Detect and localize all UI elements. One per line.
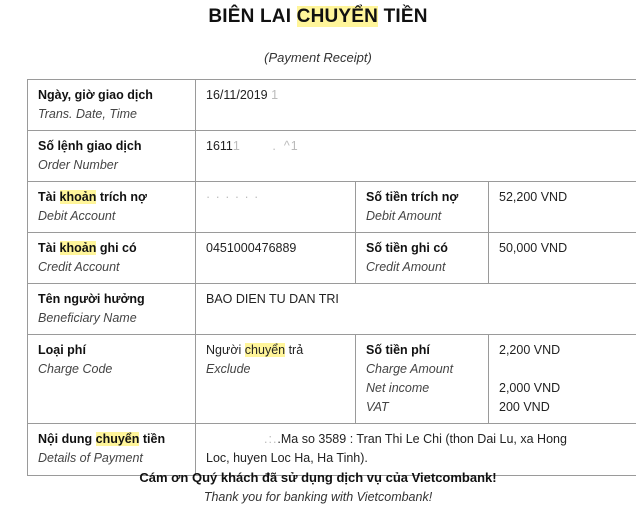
title-part: BIÊN LAI [208,6,297,27]
label-cell [28,233,196,284]
label-en: Beneficiary Name [38,311,137,325]
receipt-table [27,79,636,476]
credit-amount-value: 50,000 VND [489,233,636,284]
label-en: Order Number [38,158,118,172]
details-value [196,424,636,476]
thank-you-en: Thank you for banking with Vietcombank! [203,490,433,504]
label-highlight: khoản [59,241,97,255]
label-vn: Số lệnh giao dịch [38,139,142,153]
label-part: ghi có [96,241,137,255]
label-cell [28,284,196,335]
details-line: Loc, huyen Loc Ha, Ha Tinh). [206,451,368,465]
row-beneficiary [28,284,636,335]
redacted-text: 1 [271,88,280,102]
value-cell [196,131,636,182]
title-highlight: CHUYỂN [296,6,379,27]
details-text: .Ma so 3589 : Tran Thi Le Chi (thon Dai Lu, xa Hong [277,432,567,446]
label-part: tiền [139,432,166,446]
debit-amount-value: 52,200 VND [489,182,636,233]
row-details [28,424,636,476]
charge-code-value [206,341,345,360]
label-part: Nội dung [38,432,96,446]
label-cell [356,233,489,284]
label-vn [38,430,185,449]
thank-you-vn: Cám ơn Quý khách đã sử dụng dịch vụ của Vietcombank! [139,470,497,485]
label-cell [28,182,196,233]
value-cell [196,335,356,424]
net-income-value: 2,000 VND [499,381,561,395]
label-cell [28,131,196,182]
label-vn: Số tiền phí [366,343,430,357]
label-en: Credit Amount [366,260,446,274]
order-number-value: 1611 [206,139,233,153]
label-en: Debit Amount [366,209,442,223]
value-part: Người [206,343,245,357]
label-part: Tài [38,190,60,204]
label-part: Tài [38,241,60,255]
redacted-text: .:. [264,432,278,446]
trans-date-value: 16/11/2019 [206,88,272,102]
label-en: Charge Code [38,362,113,376]
row-charge [28,335,636,424]
title-part: TIỀN [378,6,428,27]
details-line [206,430,627,449]
value-highlight: chuyển [244,343,286,357]
receipt-subtitle: (Payment Receipt) [264,50,372,65]
net-income-label: Net income [366,381,430,395]
vat-label: VAT [366,400,389,414]
label-en: Trans. Date, Time [38,107,137,121]
redacted-text: · · · · · · [206,190,260,204]
label-en: Debit Account [38,209,116,223]
label-part: trích nợ [96,190,147,204]
label-cell [28,80,196,131]
row-order [28,131,636,182]
label-highlight: khoản [59,190,97,204]
redacted-text: 1 . ^1 [232,139,299,153]
spacer [499,360,627,379]
value-cell [489,335,636,424]
label-vn: Tên người hưởng [38,292,145,306]
label-vn: Số tiền trích nợ [366,190,459,204]
receipt-title [0,6,636,28]
row-date [28,80,636,131]
label-en: Charge Amount [366,362,454,376]
label-vn: Số tiền ghi có [366,241,448,255]
label-en: Credit Account [38,260,120,274]
charge-code-en: Exclude [206,362,251,376]
credit-account-value: 0451000476889 [196,233,356,284]
beneficiary-name-value: BAO DIEN TU DAN TRI [196,284,636,335]
label-cell [28,335,196,424]
row-credit [28,233,636,284]
value-cell [196,182,356,233]
label-vn: Loại phí [38,343,86,357]
label-cell [356,182,489,233]
value-part: trả [285,343,304,357]
label-highlight: chuyển [95,432,140,446]
value-cell [196,80,636,131]
row-debit [28,182,636,233]
label-en: Details of Payment [38,451,143,465]
label-vn [38,239,185,258]
label-vn [38,188,185,207]
label-cell [28,424,196,476]
label-vn: Ngày, giờ giao dịch [38,88,153,102]
charge-amount-value: 2,200 VND [499,343,561,357]
vat-value: 200 VND [499,400,550,414]
label-cell [356,335,489,424]
